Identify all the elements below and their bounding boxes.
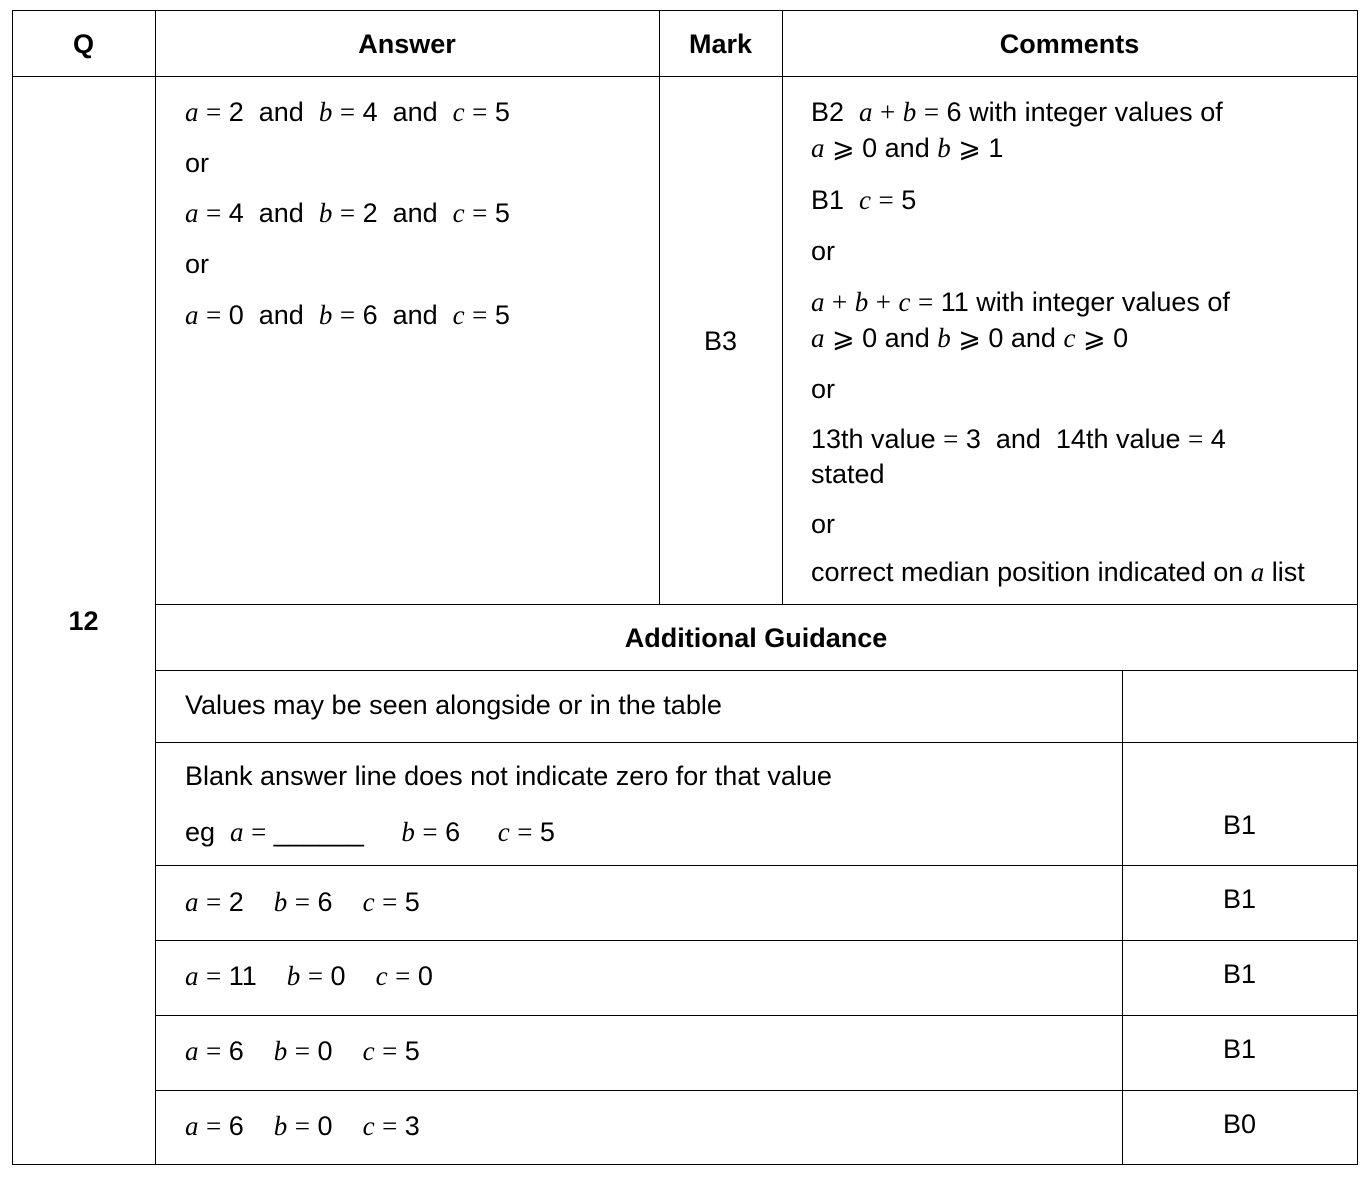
- guidance-row-divider-4: [155, 1015, 1358, 1016]
- comment-line: B2 a + b = 6 with integer values of: [811, 97, 1223, 127]
- comment-line: 13th value = 3 and 14th value = 4: [811, 424, 1226, 454]
- guidance-title-divider: [155, 670, 1358, 671]
- answer-line: or: [185, 148, 210, 178]
- comment-line: stated: [811, 459, 885, 489]
- comment-line: a ⩾ 0 and b ⩾ 1: [811, 133, 1004, 163]
- mark-value: B3: [703, 326, 738, 356]
- guidance-row-divider-5: [155, 1090, 1358, 1091]
- comment-line: or: [811, 509, 836, 539]
- guidance-mark-divider: [1122, 670, 1123, 1165]
- guidance-row-divider-3: [155, 940, 1358, 941]
- q-column-divider: [155, 10, 156, 1165]
- guidance-row-text: a = 2 b = 6 c = 5: [185, 887, 420, 917]
- header-answer: Answer: [358, 29, 456, 59]
- answer-row-divider: [155, 604, 1358, 605]
- answer-column-divider: [659, 10, 660, 605]
- guidance-row-divider-2: [155, 865, 1358, 866]
- guidance-row-divider-1: [155, 742, 1358, 743]
- header-comments: Comments: [999, 29, 1140, 59]
- guidance-title: Additional Guidance: [624, 623, 888, 653]
- header-divider: [12, 76, 1358, 77]
- guidance-row-text: a = 6 b = 0 c = 5: [185, 1036, 420, 1066]
- border-bottom: [12, 1164, 1358, 1165]
- comment-line: or: [811, 236, 836, 266]
- comment-line: a + b + c = 11 with integer values of: [811, 287, 1230, 317]
- comment-line: a ⩾ 0 and b ⩾ 0 and c ⩾ 0: [811, 323, 1129, 353]
- guidance-row-text: a = 6 b = 0 c = 3: [185, 1111, 420, 1141]
- guidance-row-text: a = 11 b = 0 c = 0: [185, 961, 433, 991]
- border-left: [12, 10, 13, 1165]
- guidance-row-mark: B1: [1222, 884, 1257, 914]
- answer-line: a = 0 and b = 6 and c = 5: [185, 300, 510, 330]
- answer-line: a = 2 and b = 4 and c = 5: [185, 97, 510, 127]
- question-number: 12: [68, 606, 99, 636]
- mark-column-divider: [782, 10, 783, 605]
- header-mark: Mark: [688, 29, 753, 59]
- answer-line: a = 4 and b = 2 and c = 5: [185, 198, 510, 228]
- answer-line: or: [185, 249, 210, 279]
- comment-line: correct median position indicated on a list: [811, 557, 1305, 587]
- border-top: [12, 10, 1358, 11]
- guidance-row-text: Values may be seen alongside or in the table: [185, 690, 722, 720]
- guidance-row-text: eg a = ______ b = 6 c = 5: [185, 817, 555, 847]
- border-right: [1357, 10, 1358, 1165]
- comment-line: or: [811, 374, 836, 404]
- guidance-row-mark: B1: [1222, 810, 1257, 840]
- comment-line: B1 c = 5: [811, 185, 917, 215]
- guidance-row-mark: B0: [1222, 1109, 1257, 1139]
- guidance-row-mark: B1: [1222, 1034, 1257, 1064]
- header-q: Q: [72, 29, 94, 59]
- guidance-row-mark: B1: [1222, 959, 1257, 989]
- guidance-row-text: Blank answer line does not indicate zero for that value: [185, 761, 832, 791]
